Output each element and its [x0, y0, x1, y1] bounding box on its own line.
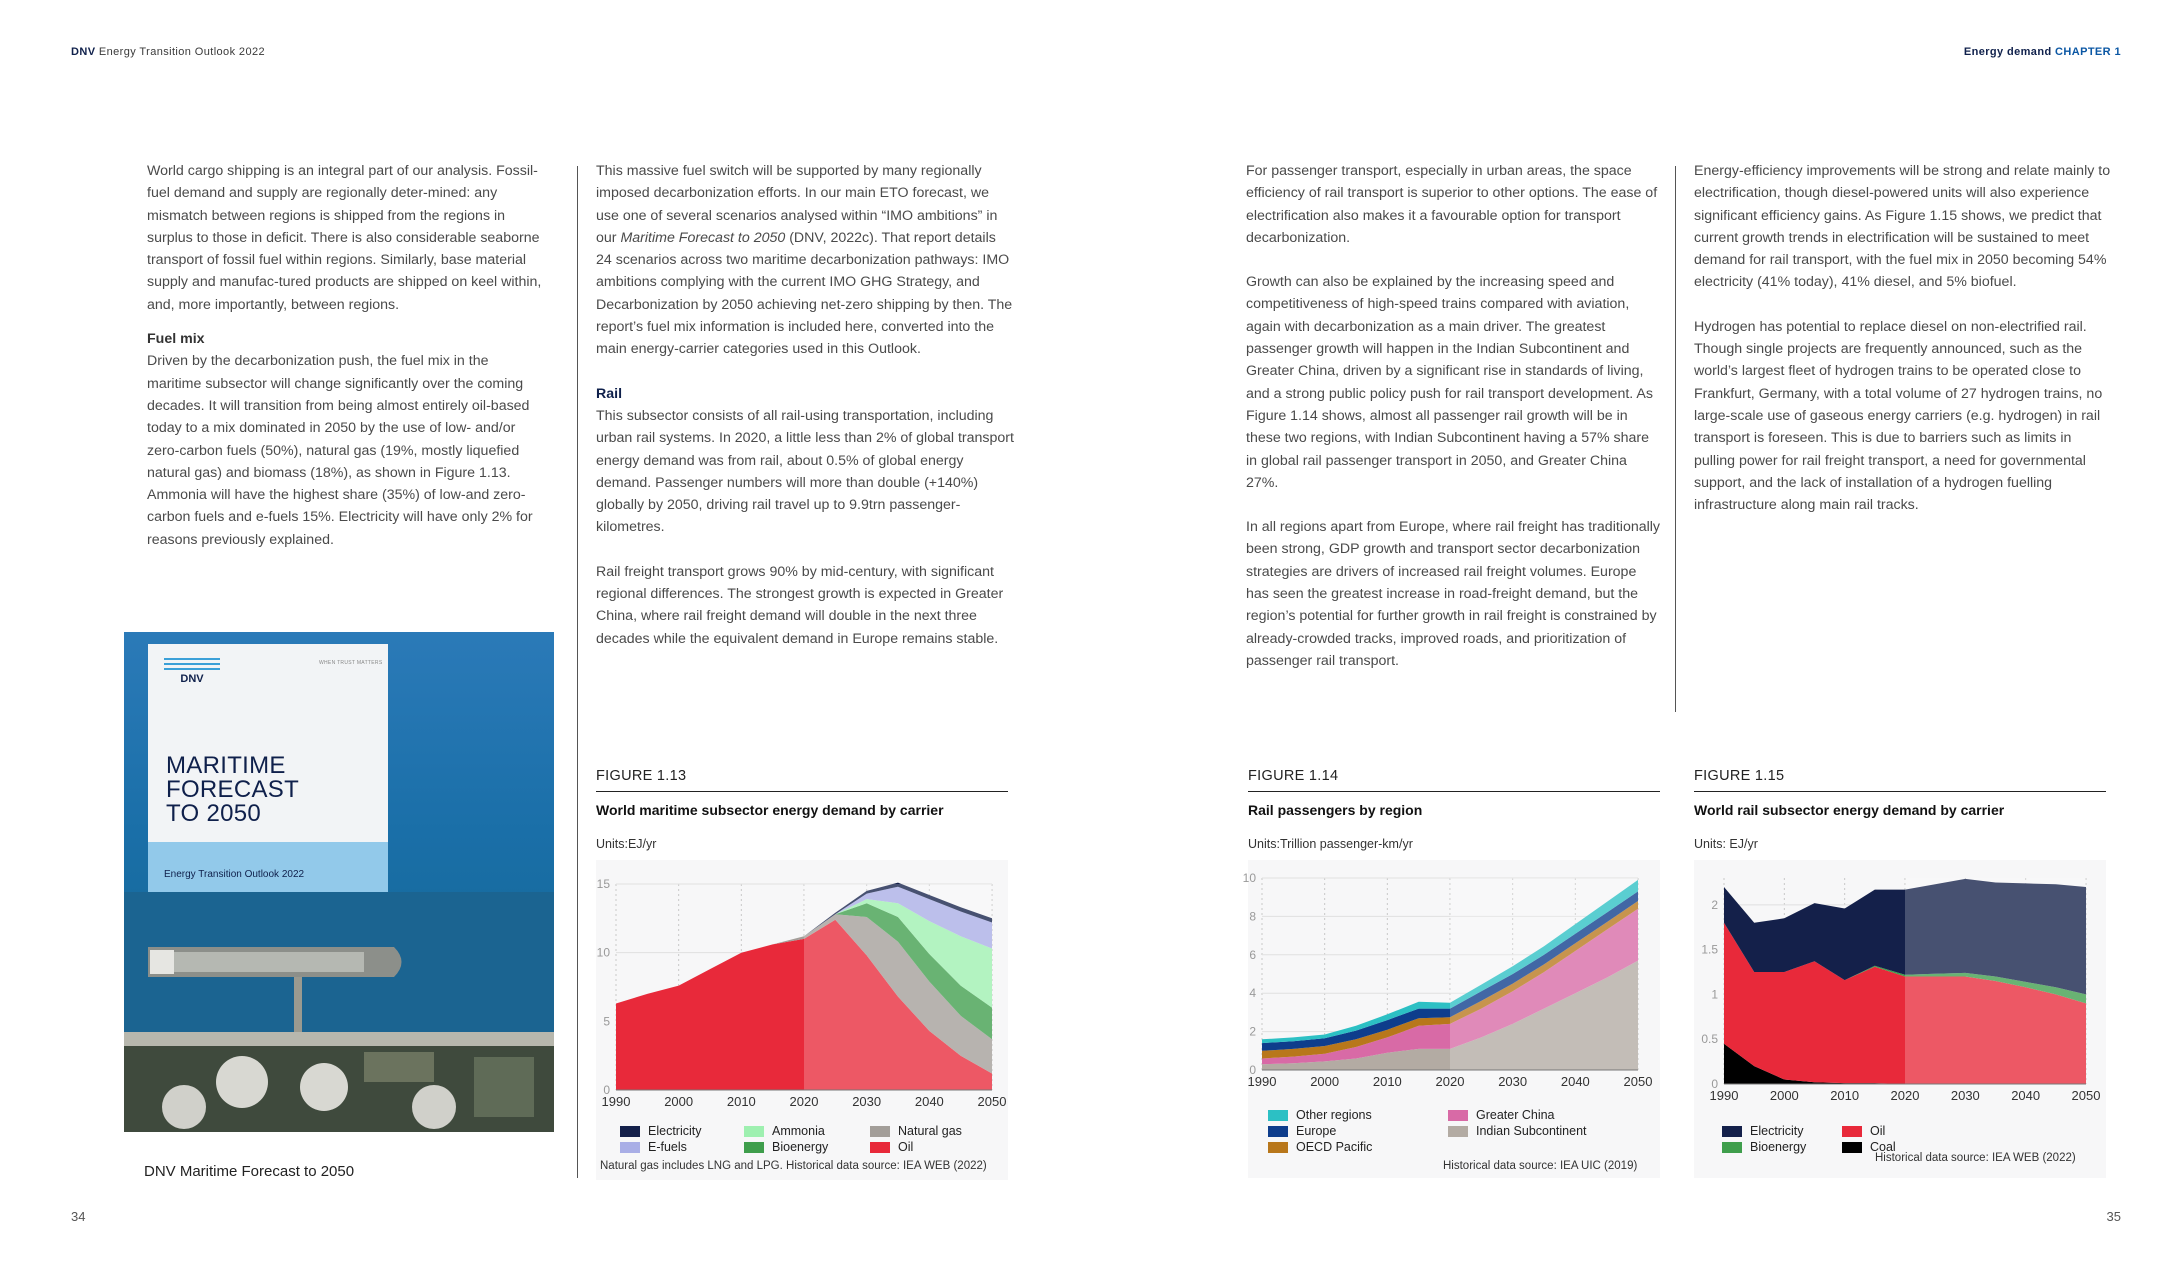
- paragraph: Energy-efficiency improvements will be strong and relate mainly to electrification, though diesel-powered units will also experience significant efficiency gains. As Figure 1.15 shows, we predict that current growth trends in electrification will be sustained to meet demand for rail transport, with the fuel mix in 2050 becoming 54% electricity (41% today), 41% diesel, and 5% biofuel.: [1694, 163, 2111, 291]
- chart-fig114: [1242, 860, 1660, 1100]
- legend-item: [744, 1124, 825, 1138]
- logo-text: DNV: [180, 673, 204, 685]
- maritime-forecast-cover-image: [124, 632, 554, 1132]
- page-number-right: 35: [2106, 1209, 2121, 1224]
- figure-label: FIGURE 1.15: [1694, 768, 1785, 784]
- paragraph: Rail freight transport grows 90% by mid-century, with significant regional differences. The strongest growth is expected in Greater China, where rail freight demand will double in the next three decades while the equivalent demand in Europe remains stable.: [596, 563, 1004, 647]
- legend-label: OECD Pacific: [1296, 1140, 1373, 1154]
- legend-label: Indian Subcontinent: [1476, 1124, 1587, 1138]
- brand: DNV: [71, 46, 96, 58]
- x-tick-label: 2030: [1498, 1074, 1528, 1089]
- cover-tagline: WHEN TRUST MATTERS: [319, 660, 383, 666]
- column-divider: [577, 166, 578, 1178]
- y-tick-label: 0: [1249, 1063, 1256, 1077]
- y-tick-label: 0.5: [1701, 1032, 1718, 1047]
- forecast-overlay: [1450, 878, 1638, 1070]
- figure-rule: [1694, 791, 2106, 792]
- legend-label: E-fuels: [648, 1140, 687, 1154]
- paragraph: For passenger transport, especially in urban areas, the space efficiency of rail transport is superior to other options. The ease of electrification also makes it a favourable option for transport decarbonization.: [1246, 163, 1658, 246]
- paragraph: Growth can also be explained by the increasing speed and competitiveness of high-speed trains compared with aviation, again with decarbonization as a main driver. The greatest passenger growth will happen in the Indian Subcontinent and Greater China, driven by a significant rise in standards of living, and a strong public policy push for rail transport development. As Figure 1.14 shows, almost all passenger rail growth will be in these two regions, with Indian Subcontinent having a 57% share in global rail passenger transport in 2050, and Greater China 27%.: [1246, 274, 1653, 491]
- paragraph: World cargo shipping is an integral part of our analysis. Fossil-fuel demand and supply are regionally deter-mined: any mismatch between regions is shipped from the regions in surplus to those in deficit. There is also considerable seaborne transport of fossil fuel within regions. Similarly, base material supply and manufac-tured products are shipped on keel within, and, more importantly, between regions.: [147, 163, 542, 313]
- paragraph: Driven by the decarbonization push, the fuel mix in the maritime subsector will change significantly over the coming decades. It will transition from being almost entirely oil-based today to a mix dominated in 2050 by the use of low- and/or zero-carbon fuels (50%), natural gas (19%, mostly liquefied natural gas) and biomass (18%), as shown in Figure 1.13. Ammonia will have the highest share (35%) of low-and zero-carbon fuels and e-fuels 15%. Electricity will have only 2% for reasons previously explained.: [147, 353, 533, 548]
- subheading-rail: Rail: [596, 385, 623, 402]
- x-tick-label: 2010: [1372, 1074, 1402, 1089]
- figure-note: Historical data source: IEA UIC (2019): [1443, 1160, 1638, 1172]
- y-tick-label: 1: [1711, 987, 1718, 1002]
- x-tick-label: 2040: [2011, 1088, 2041, 1103]
- y-tick-label: 15: [596, 877, 610, 891]
- legend-label: Ammonia: [772, 1124, 825, 1138]
- y-tick-label: 0: [1711, 1077, 1718, 1091]
- paragraph: Hydrogen has potential to replace diesel on non-electrified rail. Though single projects are frequently announced, such as the world’s largest fleet of hydrogen trains to be operated close to Frankfurt, Germany, with a total volume of 27 hydrogen trains, no large-scale use of gaseous energy carriers (e.g. hydrogen) in rail transport is foreseen. This is due to barriers such as limits in pulling power for rail freight transport, a need for governmental support, and the lack of installation of a hydrogen fuelling infrastructure along main rail tracks.: [1694, 318, 2103, 514]
- figure-note: Natural gas includes LNG and LPG. Historical data source: IEA WEB (2022): [600, 1160, 987, 1172]
- y-tick-label: 10: [1242, 871, 1256, 885]
- figure-note: Historical data source: IEA WEB (2022): [1875, 1152, 2076, 1164]
- legend-label: Oil: [1870, 1124, 1886, 1138]
- legend-item: [1448, 1108, 1555, 1122]
- figure-title: Rail passengers by region: [1248, 802, 1423, 818]
- legend-label: Bioenergy: [1750, 1140, 1807, 1154]
- figure-rule: [1248, 791, 1660, 792]
- x-tick-label: 2010: [726, 1094, 756, 1109]
- y-tick-label: 10: [596, 945, 610, 960]
- cover-ship-illustration: [124, 892, 554, 1132]
- legend-item: [1268, 1140, 1372, 1154]
- legend-label: Other regions: [1296, 1108, 1372, 1122]
- cover-title: [166, 754, 299, 826]
- legend-item: [1268, 1108, 1372, 1122]
- x-tick-label: 2010: [1830, 1088, 1860, 1103]
- legend-label: Coal: [1870, 1140, 1896, 1154]
- text-column-2: [596, 160, 1014, 672]
- legend-item: [1842, 1124, 1885, 1138]
- x-tick-label: 2040: [914, 1094, 944, 1109]
- section-name: Energy demand: [1963, 46, 2052, 58]
- legend-item: [744, 1140, 828, 1154]
- y-tick-label: 4: [1249, 986, 1256, 1001]
- forecast-overlay: [1905, 878, 2086, 1084]
- x-tick-label: 1990: [601, 1094, 631, 1109]
- legend-item: [1448, 1124, 1587, 1138]
- report-title: Energy Transition Outlook 2022: [98, 46, 265, 58]
- paragraph: In all regions apart from Europe, where rail freight has traditionally been strong, GDP growth and transport sector decarbonization strategies are drivers of increased rail freight volumes. Europe has seen the greatest increase in road-freight demand, but the region’s potential for further growth in rail freight is constrained by already-crowded tracks, improved roads, and prioritization of passenger rail transport.: [1246, 519, 1661, 669]
- legend-item: [1268, 1124, 1336, 1138]
- legend-item: [1722, 1140, 1806, 1154]
- chart-fig115: [1694, 860, 2106, 1120]
- figure-label: FIGURE 1.13: [596, 768, 687, 784]
- x-tick-label: 2030: [1950, 1088, 1980, 1103]
- x-tick-label: 2050: [1623, 1074, 1653, 1089]
- legend-label: Oil: [898, 1140, 914, 1154]
- text-column-3: [1246, 160, 1662, 694]
- legend-item: [870, 1140, 913, 1154]
- x-tick-label: 2000: [1310, 1074, 1340, 1089]
- paragraph: [596, 160, 1014, 361]
- text-run-italic: Maritime Forecast to 2050: [620, 229, 786, 246]
- y-tick-label: 2: [1711, 897, 1718, 912]
- figure-title: World rail subsector energy demand by carrier: [1694, 802, 2005, 818]
- figure-title: World maritime subsector energy demand by carrier: [596, 802, 944, 818]
- x-tick-label: 2000: [664, 1094, 694, 1109]
- legend-item: [620, 1124, 701, 1138]
- x-tick-label: 1990: [1247, 1074, 1277, 1089]
- y-tick-label: 6: [1249, 947, 1256, 962]
- figure-units: Units:Trillion passenger-km/yr: [1248, 837, 1413, 851]
- legend-label: Natural gas: [898, 1124, 962, 1138]
- figure-units: Units: EJ/yr: [1694, 837, 1758, 851]
- legend-item: [870, 1124, 962, 1138]
- cover-title-line: MARITIME: [166, 752, 286, 779]
- figure-units: Units:EJ/yr: [596, 837, 657, 851]
- x-tick-label: 2000: [1769, 1088, 1799, 1103]
- text-run: (DNV, 2022c). That report details 24 scenarios across two maritime decarbonization pathways: IMO ambitions complying with the current IMO GHG Strategy, and Decarbonization by 2050 achieving net-zero shipping by then. The report’s fuel mix information is included here, converted into the main energy-carrier categories used in this Outlook.: [596, 229, 1013, 358]
- x-tick-label: 2040: [1560, 1074, 1590, 1089]
- cover-title-line: FORECAST: [166, 776, 300, 803]
- subheading-fuel-mix: Fuel mix: [147, 331, 205, 348]
- y-tick-label: 5: [603, 1014, 610, 1029]
- x-tick-label: 2020: [789, 1094, 819, 1109]
- x-tick-label: 1990: [1709, 1088, 1739, 1103]
- chapter-label: CHAPTER 1: [2055, 46, 2121, 58]
- column-divider: [1675, 166, 1676, 712]
- x-tick-label: 2050: [977, 1094, 1007, 1109]
- text-column-1: [147, 160, 545, 573]
- cover-subtitle: Energy Transition Outlook 2022: [164, 869, 305, 880]
- figure-rule: [596, 791, 1008, 792]
- paragraph: This subsector consists of all rail-using transportation, including urban rail systems. In 2020, a little less than 2% of global transport energy demand was from rail, about 0.5% of global energy demand. Passenger numbers will more than double (+140%) globally by 2050, driving rail travel up to 9.9trn passenger-kilometres.: [596, 407, 1014, 536]
- legend-item: [620, 1140, 687, 1154]
- cover-title-line: TO 2050: [166, 800, 262, 827]
- x-tick-label: 2050: [2071, 1088, 2101, 1103]
- cover-caption: DNV Maritime Forecast to 2050: [144, 1163, 355, 1180]
- running-header-right: [1964, 46, 2121, 58]
- forecast-overlay: [804, 884, 992, 1090]
- y-tick-label: 2: [1249, 1024, 1256, 1039]
- y-tick-label: 0: [603, 1083, 610, 1097]
- x-tick-label: 2030: [852, 1094, 882, 1109]
- legend-label: Electricity: [1750, 1124, 1804, 1138]
- x-tick-label: 2020: [1890, 1088, 1920, 1103]
- legend-item: [1722, 1124, 1803, 1138]
- figure-label: FIGURE 1.14: [1248, 768, 1339, 784]
- text-run: This massive fuel switch will be supported by many regionally imposed decarbonization efforts. In our main ETO forecast, we use one of several scenarios analysed within “IMO ambitions” in our: [596, 163, 998, 246]
- y-tick-label: 8: [1249, 909, 1256, 924]
- dnv-logo: [164, 658, 220, 685]
- x-tick-label: 2020: [1435, 1074, 1465, 1089]
- running-header-left: [71, 46, 265, 58]
- legend-label: Electricity: [648, 1124, 702, 1138]
- legend-label: Bioenergy: [772, 1140, 829, 1154]
- y-tick-label: 1.5: [1701, 942, 1718, 957]
- page-number-left: 34: [71, 1209, 86, 1224]
- text-column-4: [1694, 160, 2114, 538]
- legend-label: Europe: [1296, 1124, 1337, 1138]
- chart-fig113: [596, 860, 1008, 1120]
- legend-label: Greater China: [1476, 1108, 1555, 1122]
